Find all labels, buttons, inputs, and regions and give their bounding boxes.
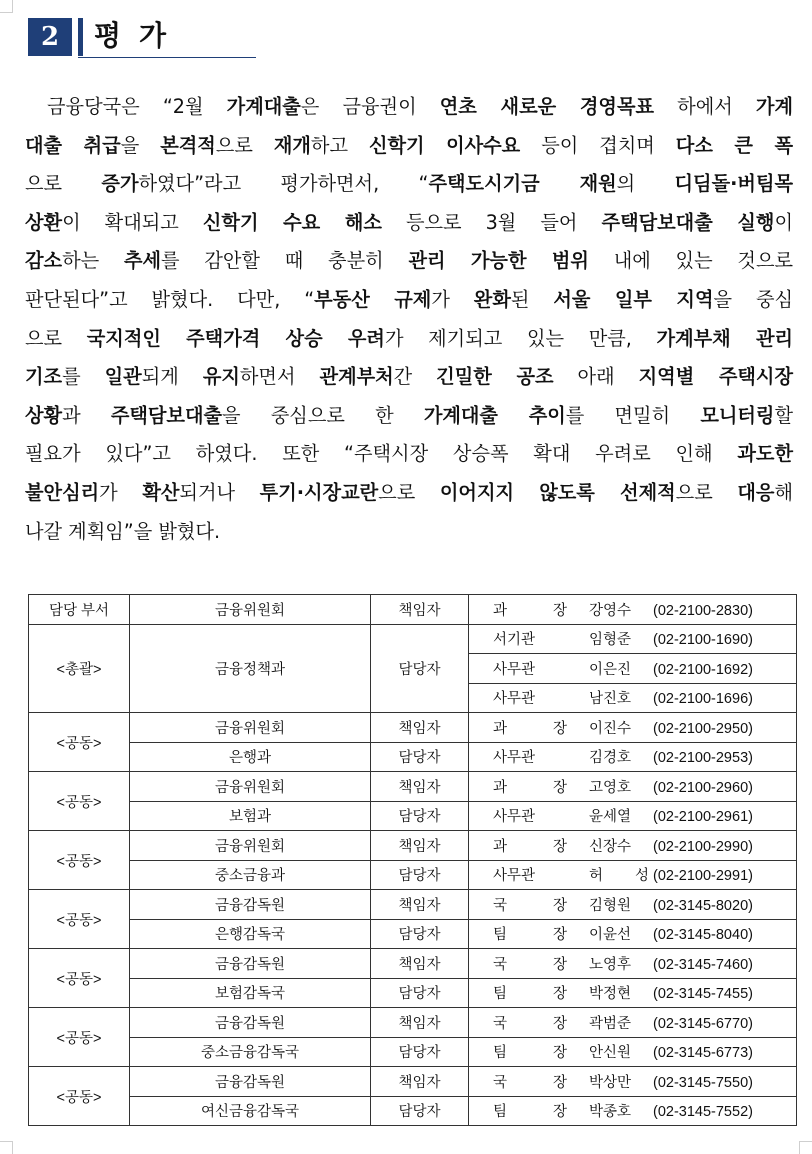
body-text: 으로 [378,480,440,504]
body-text: 등이 겹치며 [520,133,676,157]
person-cell [469,919,797,949]
role-cell: 책임자 [371,1067,469,1097]
emphasized-text: 투기·시장교란 [259,480,379,504]
crop-mark-bottom-right [799,1141,812,1154]
emphasized-text: 상환 [25,210,63,234]
emphasized-text: 가계대출 [226,95,301,118]
body-text: 으로 [675,480,738,504]
org-cell: 금융감독원 [130,1067,371,1097]
body-text: 되게 [141,365,203,389]
position-text: 과 장 [493,720,567,737]
position-text: 사무관 [493,691,536,708]
emphasized-text: 모니터링 [700,403,775,427]
dept-cell: <공동> [29,890,130,949]
body-text: 할 [774,403,794,427]
table-row [29,1008,797,1038]
section-title: 평가 [94,19,185,52]
phone-text: (02-2100-2830) [653,602,753,619]
emphasized-text: 주택담보대출 [110,403,223,427]
body-text: 필요가 있다”고 하였다. 또한 “주택시장 상승폭 확대 우려로 인해 [25,442,738,466]
person-cell [469,860,797,890]
emphasized-text: 확산 [142,480,180,504]
paragraph-line [25,281,793,320]
body-text: 을 중심 [713,287,794,311]
emphasized-text: 불안심리 [25,480,100,504]
position-text: 국 장 [493,1074,567,1091]
phone-text: (02-3145-7552) [653,1104,753,1121]
role-cell: 책임자 [371,772,469,802]
crop-mark-bottom-left [0,1141,13,1154]
role-cell: 담당자 [371,1096,469,1126]
emphasized-text: 연초 새로운 경영목표 [439,95,655,118]
org-cell: 중소금융과 [130,860,371,890]
body-text: 나갈 계획임”을 밝혔다. [25,519,221,543]
emphasized-text: 기조 [25,365,63,389]
position-text: 사무관 [493,750,536,767]
name-text: 김경호 [589,750,632,767]
emphasized-text: 관리 가능한 범위 [408,249,589,273]
person-cell [469,801,797,831]
person-cell [469,654,797,684]
phone-text: (02-2100-2960) [653,779,753,796]
body-text: 금융당국은 “2월 [47,95,227,118]
emphasized-text: 재개 [273,133,311,157]
name-text: 허 성 [589,868,649,885]
phone-text: (02-3145-6770) [653,1015,753,1032]
emphasized-text: 가계 [755,95,793,118]
paragraph-line [25,320,793,359]
body-text: 이 확대되고 [62,210,203,234]
emphasized-text: 긴밀한 공조 [436,365,554,389]
body-text: 으로 [25,172,102,196]
person-cell [469,595,797,625]
phone-text: (02-3145-7455) [653,986,753,1003]
body-text: 하면서 [239,365,320,389]
position-text: 팀 장 [493,1045,567,1062]
position-text: 팀 장 [493,986,567,1003]
dept-cell: <총괄> [29,624,130,713]
body-text: 를 [62,365,105,389]
contact-table [28,594,797,1126]
body-text: 하고 [310,133,369,157]
org-cell: 금융감독원 [130,890,371,920]
name-text: 노영후 [589,956,632,973]
org-cell: 은행과 [130,742,371,772]
position-text: 과 장 [493,838,567,855]
body-text: 과 [62,403,111,427]
org-cell: 금융위원회 [130,772,371,802]
dept-cell: <공동> [29,949,130,1008]
table-row [29,860,797,890]
org-cell: 금융정책과 [130,624,371,713]
org-cell: 금융감독원 [130,1008,371,1038]
section-underline [78,57,256,58]
body-text: 으로 [25,326,87,350]
body-text: 의 [616,172,675,196]
phone-text: (02-2100-2953) [653,750,753,767]
body-text: 등으로 3월 들어 [381,210,602,234]
dept-cell: <공동> [29,1008,130,1067]
paragraph-line [25,165,793,204]
role-cell: 담당자 [371,624,469,713]
body-text: 가 제기되고 있는 만큼, [384,326,657,350]
paragraph-line [25,513,793,552]
person-cell [469,949,797,979]
dept-cell: <공동> [29,831,130,890]
role-cell: 책임자 [371,890,469,920]
name-text: 박상만 [589,1074,632,1091]
org-cell: 중소금융감독국 [130,1037,371,1067]
table-row [29,595,797,625]
person-cell [469,624,797,654]
table-row [29,1037,797,1067]
paragraph-line [25,435,793,474]
name-text: 남진호 [589,691,632,708]
body-text: 하에서 [654,95,756,118]
org-cell: 금융위원회 [130,713,371,743]
body-text: 간 [393,365,437,389]
org-cell: 여신금융감독국 [130,1096,371,1126]
body-text: 내에 있는 것으로 [588,249,794,273]
person-cell [469,713,797,743]
role-cell: 담당자 [371,919,469,949]
phone-text: (02-2100-1696) [653,691,753,708]
name-text: 박종호 [589,1104,632,1121]
emphasized-text: 국지적인 주택가격 상승 우려 [86,326,385,350]
emphasized-text: 이어지지 않도록 선제적 [439,480,676,504]
emphasized-text: 상황 [25,403,63,427]
org-cell: 금융감독원 [130,949,371,979]
phone-text: (02-2100-1692) [653,661,753,678]
dept-cell: <공동> [29,713,130,772]
position-text: 사무관 [493,661,536,678]
name-text: 안신원 [589,1045,632,1062]
person-cell [469,1067,797,1097]
table-row [29,772,797,802]
body-text: 으로 [215,133,274,157]
role-cell: 책임자 [371,831,469,861]
crop-mark-top-left [0,0,13,13]
name-text: 고영호 [589,779,632,796]
person-cell [469,1008,797,1038]
emphasized-text: 증가 [101,172,139,196]
emphasized-text: 대출 취급 [25,133,121,157]
emphasized-text: 부동산 규제 [314,287,432,311]
name-text: 이은진 [589,661,632,678]
role-cell: 책임자 [371,949,469,979]
name-text: 이진수 [589,720,632,737]
phone-text: (02-2100-2991) [653,868,753,885]
body-text: 아래 [553,365,639,389]
body-text: 를 감안할 때 충분히 [161,249,409,273]
role-cell: 담당자 [371,978,469,1008]
phone-text: (02-3145-8020) [653,897,753,914]
person-cell [469,831,797,861]
table-row [29,1067,797,1097]
table-row [29,831,797,861]
role-cell: 담당자 [371,801,469,831]
emphasized-text: 디딤돌·버팀목 [674,172,794,196]
emphasized-text: 감소 [25,249,63,273]
name-text: 곽범준 [589,1015,632,1032]
phone-text: (02-3145-6773) [653,1045,753,1062]
body-text: 을 [120,133,161,157]
phone-text: (02-2100-2961) [653,809,753,826]
position-text: 사무관 [493,868,536,885]
emphasized-text: 가계부채 관리 [656,326,794,350]
position-text: 국 장 [493,897,567,914]
body-text: 가 [431,287,474,311]
table-row [29,624,797,654]
org-cell: 보험과 [130,801,371,831]
table-row [29,1096,797,1126]
org-cell: 금융위원회 [130,595,371,625]
paragraph-line [25,242,793,281]
emphasized-text: 완화 [473,287,511,311]
body-text: 가 [99,480,143,504]
position-text: 서기관 [493,632,536,649]
section-number: 2 [28,18,72,56]
position-text: 사무관 [493,809,536,826]
body-text: 를 면밀히 [565,403,701,427]
body-text: 된 [510,287,554,311]
emphasized-text: 서울 일부 지역 [553,287,714,311]
emphasized-text: 유지 [202,365,240,389]
emphasized-text: 추세 [123,249,162,273]
paragraph-line [25,358,793,397]
emphasized-text: 주택도시기금 재원 [428,172,617,196]
table-row [29,890,797,920]
name-text: 임형준 [589,632,632,649]
role-cell: 담당자 [371,860,469,890]
name-text: 김형원 [589,897,632,914]
phone-text: (02-2100-1690) [653,632,753,649]
body-text: 판단된다”고 밝혔다. 다만, “ [25,287,315,311]
table-row [29,978,797,1008]
evaluation-paragraph [25,88,793,551]
table-row [29,801,797,831]
paragraph-line [25,204,793,243]
role-cell: 책임자 [371,713,469,743]
table-row [29,949,797,979]
paragraph-line [25,88,793,127]
name-text: 박정현 [589,986,632,1003]
dept-header: 담당 부서 [29,595,130,625]
emphasized-text: 신학기 수요 해소 [202,210,382,234]
emphasized-text: 신학기 이사수요 [368,133,521,157]
section-heading [28,16,228,58]
emphasized-text: 가계대출 추이 [423,403,566,427]
phone-text: (02-3145-7460) [653,956,753,973]
paragraph-line [25,127,793,166]
person-cell [469,890,797,920]
body-text: 은 금융권이 [300,95,440,118]
emphasized-text: 주택담보대출 실행 [601,210,775,234]
phone-text: (02-2100-2950) [653,720,753,737]
role-cell: 담당자 [371,742,469,772]
role-cell: 책임자 [371,1008,469,1038]
person-cell [469,1037,797,1067]
emphasized-text: 지역별 주택시장 [638,365,793,389]
body-text: 하였다”라고 평가하면서, “ [138,172,429,196]
position-text: 국 장 [493,1015,567,1032]
position-text: 국 장 [493,956,567,973]
dept-cell: <공동> [29,1067,130,1126]
position-text: 팀 장 [493,927,567,944]
phone-text: (02-3145-8040) [653,927,753,944]
section-divider-bar [78,18,83,56]
table-row [29,742,797,772]
table-row [29,713,797,743]
emphasized-text: 일관 [104,365,142,389]
phone-text: (02-3145-7550) [653,1074,753,1091]
paragraph-line [25,397,793,436]
table-row [29,919,797,949]
person-cell [469,978,797,1008]
body-text: 을 중심으로 한 [222,403,424,427]
person-cell [469,772,797,802]
person-cell [469,683,797,713]
name-text: 강영수 [589,602,632,619]
name-text: 신장수 [589,838,632,855]
emphasized-text: 대응 [737,480,775,504]
emphasized-text: 다소 큰 폭 [675,133,793,157]
dept-cell: <공동> [29,772,130,831]
person-cell [469,1096,797,1126]
org-cell: 보험감독국 [130,978,371,1008]
emphasized-text: 과도한 [737,442,793,466]
body-text: 해 [774,480,794,504]
org-cell: 은행감독국 [130,919,371,949]
position-text: 과 장 [493,602,567,619]
org-cell: 금융위원회 [130,831,371,861]
role-cell: 담당자 [371,1037,469,1067]
body-text: 하는 [62,249,124,273]
name-text: 이윤선 [589,927,632,944]
emphasized-text: 본격적 [160,133,216,157]
name-text: 윤세열 [589,809,632,826]
paragraph-line [25,474,793,513]
emphasized-text: 관계부처 [319,365,394,389]
body-text: 되거나 [179,480,260,504]
position-text: 과 장 [493,779,567,796]
phone-text: (02-2100-2990) [653,838,753,855]
position-text: 팀 장 [493,1104,567,1121]
person-cell [469,742,797,772]
body-text: 이 [774,210,793,234]
role-cell: 책임자 [371,595,469,625]
